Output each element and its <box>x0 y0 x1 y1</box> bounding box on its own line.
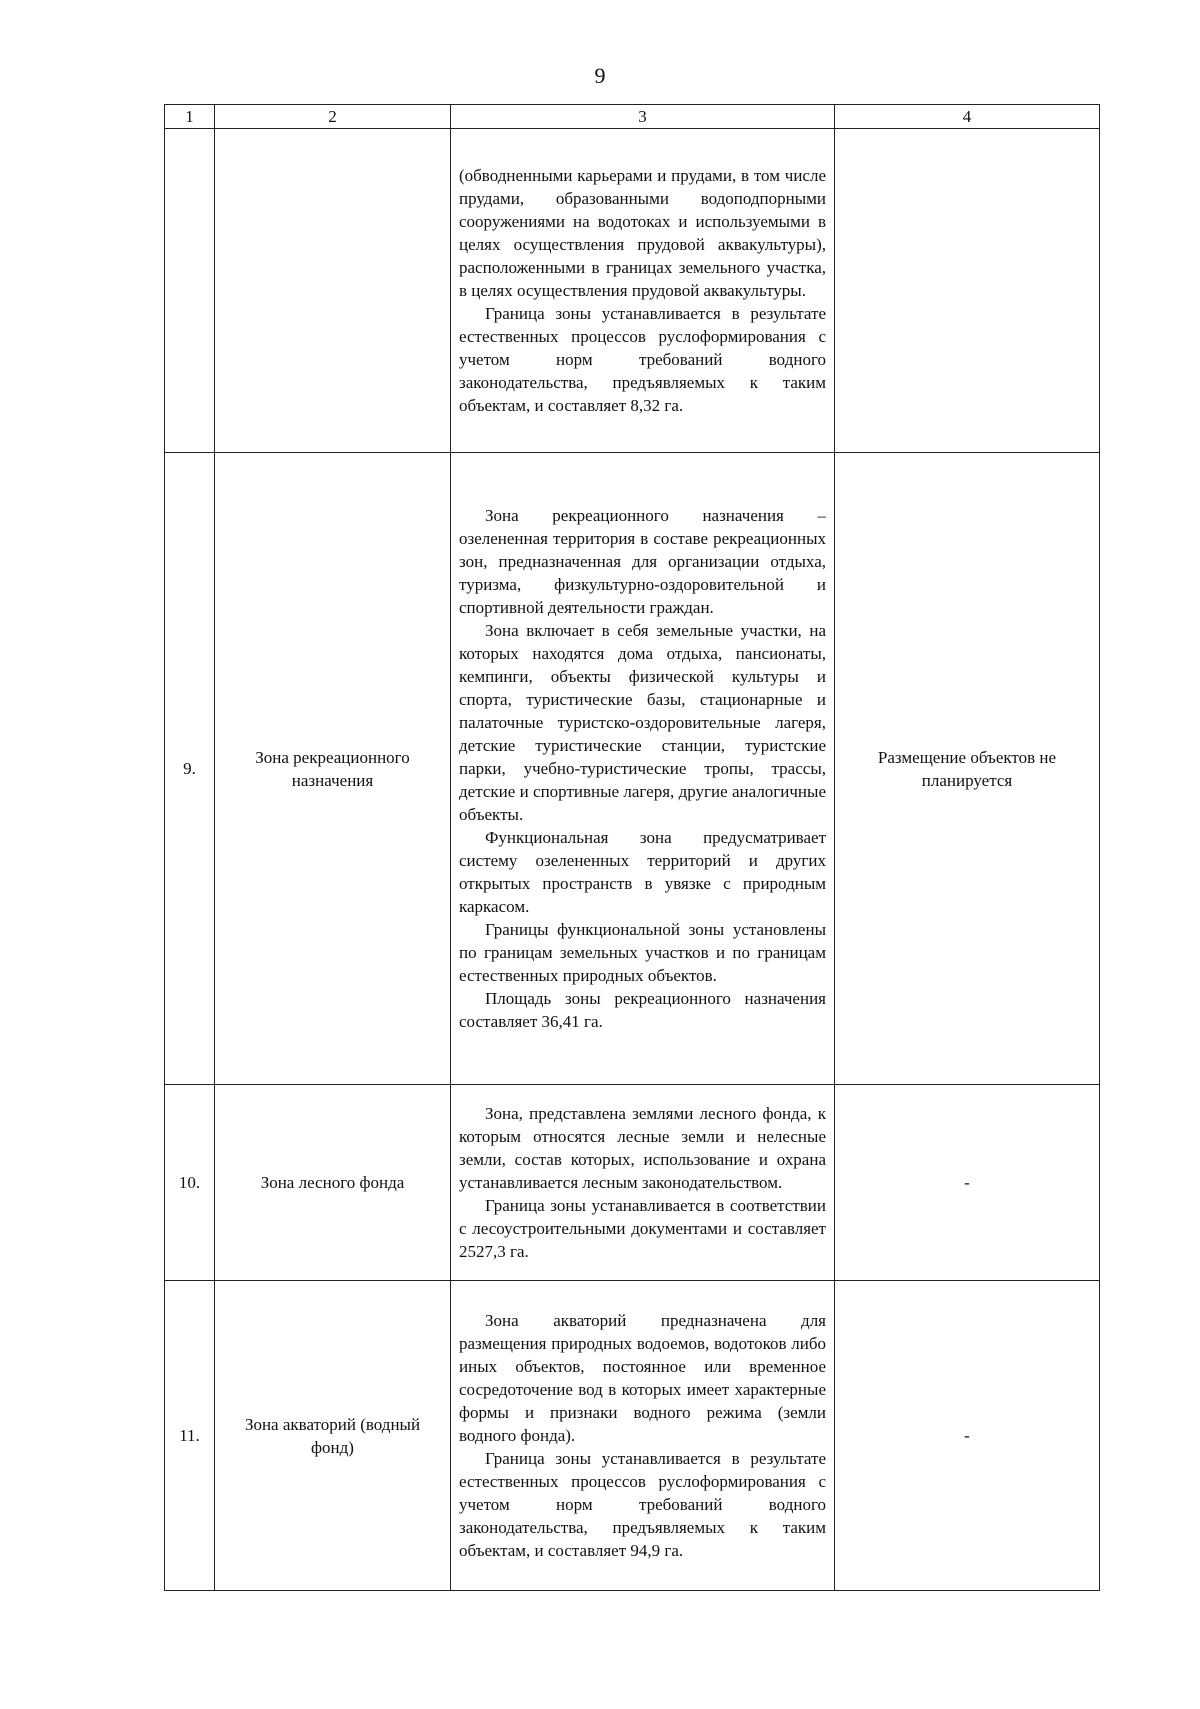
description-paragraph: Границы функциональной зоны установлены по границам земельных участков и по границам естественных природных объектов. <box>459 919 826 985</box>
description-paragraph: (обводненными карьерами и прудами, в том числе прудами, образованными водоподпорными сооружениями на водотоках и используемыми в целях осуществления прудовой аквакультуры), расположенными в границах земельного участка, в целях осуществления прудовой аквакультуры. <box>459 165 826 300</box>
zone-description <box>451 453 835 1085</box>
zone-description <box>451 129 835 453</box>
zone-description <box>451 1085 835 1281</box>
placement-info: - <box>835 1085 1100 1281</box>
column-header-3: 3 <box>451 105 835 129</box>
description-paragraph: Зона рекреационного назначения – озелененная территория в составе рекреационных зон, предназначенная для организации отдыха, туризма, физкультурно-оздоровительной и спортивной деятельности граждан. <box>459 505 826 617</box>
description-paragraph: Граница зоны устанавливается в соответствии с лесоустроительными документами и составляет 2527,3 га. <box>459 1195 826 1261</box>
description-paragraph: Зона акваторий предназначена для размещения природных водоемов, водотоков либо иных объектов, постоянное или временное сосредоточение вод в которых имеет характерные формы и признаки водного режима (земли водного фонда). <box>459 1310 826 1445</box>
table-row <box>165 453 1100 1085</box>
zone-name: Зона рекреационного назначения <box>215 453 451 1085</box>
zone-name: Зона лесного фонда <box>215 1085 451 1281</box>
row-number <box>165 129 215 453</box>
description-paragraph: Зона, представлена землями лесного фонда, к которым относятся лесные земли и нелесные земли, состав которых, использование и охрана устанавливается лесным законодательством. <box>459 1103 826 1192</box>
description-paragraph: Площадь зоны рекреационного назначения составляет 36,41 га. <box>459 988 826 1031</box>
zone-name: Зона акваторий (водный фонд) <box>215 1281 451 1591</box>
description-paragraph: Граница зоны устанавливается в результате естественных процессов руслоформирования с учетом норм требований водного законодательства, предъявляемых к таким объектам, и составляет 8,32 га. <box>459 303 826 415</box>
description-paragraph: Функциональная зона предусматривает систему озелененных территорий и других открытых пространств в увязке с природным каркасом. <box>459 827 826 916</box>
table-row <box>165 129 1100 453</box>
description-paragraph: Зона включает в себя земельные участки, на которых находятся дома отдыха, пансионаты, кемпинги, объекты физической культуры и спорта, туристические базы, стационарные и палаточные туристско-оздоровительные лагеря, детские туристические станции, туристские парки, учебно-туристические тропы, трассы, детские и спортивные лагеря, другие аналогичные объекты. <box>459 620 826 824</box>
column-header-1: 1 <box>165 105 215 129</box>
table-row <box>165 1281 1100 1591</box>
column-header-2: 2 <box>215 105 451 129</box>
column-header-4: 4 <box>835 105 1100 129</box>
row-number: 11. <box>165 1281 215 1591</box>
zone-description <box>451 1281 835 1591</box>
placement-info <box>835 129 1100 453</box>
page-number: 9 <box>594 63 606 88</box>
placement-info: Размещение объектов не планируется <box>835 453 1100 1085</box>
table-header-row <box>165 105 1100 129</box>
row-number: 9. <box>165 453 215 1085</box>
placement-info: - <box>835 1281 1100 1591</box>
row-number: 10. <box>165 1085 215 1281</box>
description-paragraph: Граница зоны устанавливается в результате естественных процессов руслоформирования с учетом норм требований водного законодательства, предъявляемых к таким объектам, и составляет 94,9 га. <box>459 1448 826 1560</box>
table-row <box>165 1085 1100 1281</box>
zones-table <box>164 104 1100 1591</box>
zone-name <box>215 129 451 453</box>
